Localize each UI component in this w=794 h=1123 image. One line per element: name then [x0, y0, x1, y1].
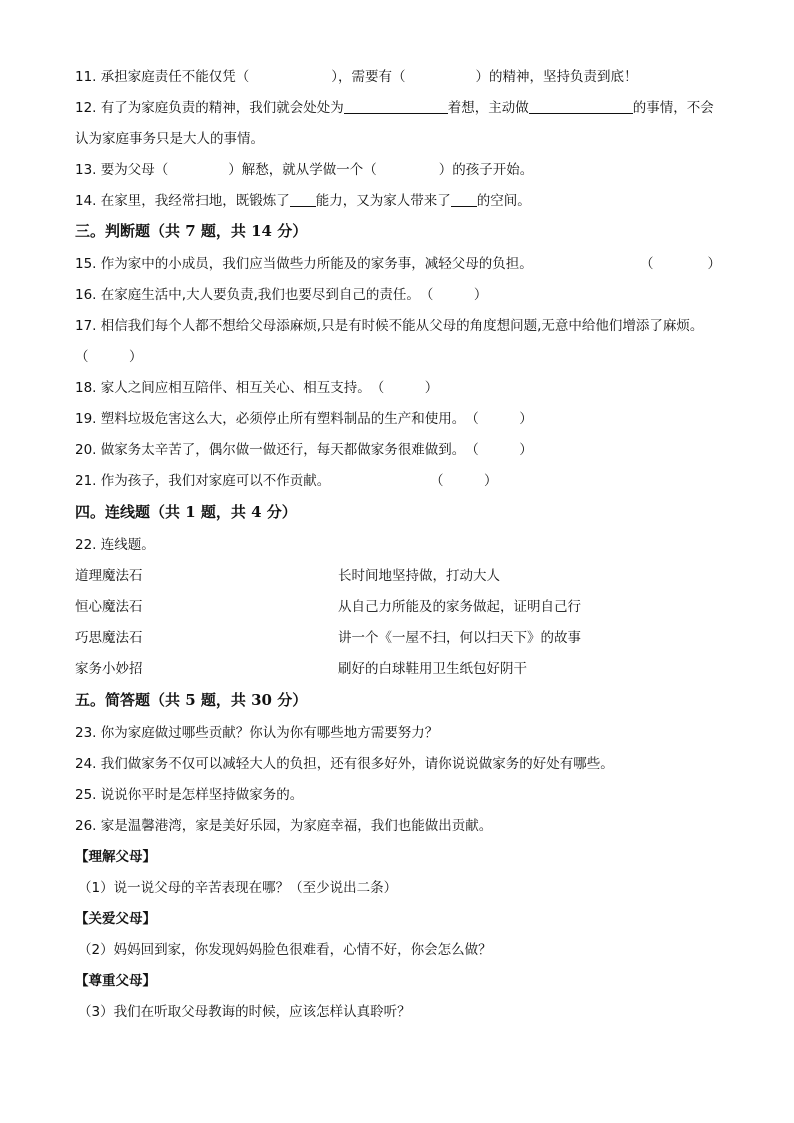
match-left-item[interactable]: 恒心魔法石: [75, 599, 143, 615]
fill-blank[interactable]: [529, 99, 633, 114]
question-26: 26. 家是温馨港湾，家是美好乐园，为家庭幸福，我们也能做出贡献。: [75, 818, 493, 834]
question-14: 14. 在家里，我经常扫地，既锻炼了 能力，又为家人带来了 的空间。: [75, 193, 531, 209]
answer-paren[interactable]: （ ）: [419, 287, 488, 303]
answer-paren[interactable]: （ ）: [430, 473, 498, 489]
match-left-item[interactable]: 道理魔法石: [75, 568, 143, 584]
question-18: 18. 家人之间应相互陪伴、相互关心、相互支持。（ ）: [75, 380, 439, 396]
match-left-item[interactable]: 家务小妙招: [75, 661, 143, 677]
fill-blank[interactable]: [344, 99, 448, 114]
question-16: 16. 在家庭生活中,大人要负责,我们也要尽到自己的责任。（ ）: [75, 287, 488, 303]
match-right-item[interactable]: 长时间地坚持做，打动大人: [338, 568, 500, 584]
match-left-item[interactable]: 巧思魔法石: [75, 630, 143, 646]
match-right-item[interactable]: 讲一个《一屋不扫，何以扫天下》的故事: [338, 630, 581, 646]
question-17: 17. 相信我们每个人都不想给父母添麻烦,只是有时候不能从父母的角度想问题,无意中给他们增添了麻烦。: [75, 318, 704, 334]
question-24: 24. 我们做家务不仅可以减轻大人的负担，还有很多好外，请你说说做家务的好处有哪些。: [75, 756, 614, 772]
fill-blank[interactable]: [290, 192, 316, 207]
sub-question-3: （3）我们在听取父母教诲的时候，应该怎样认真聆听？: [78, 1004, 411, 1020]
answer-paren[interactable]: （ ）: [75, 349, 143, 365]
sub-question-2: （2）妈妈回到家，你发现妈妈脸色很难看，心情不好，你会怎么做？: [78, 942, 492, 958]
match-right-item[interactable]: 刷好的白球鞋用卫生纸包好阴干: [338, 661, 527, 677]
answer-paren[interactable]: （ ）: [465, 442, 533, 458]
question-22: 22. 连线题。: [75, 537, 155, 553]
match-right-item[interactable]: 从自己力所能及的家务做起，证明自己行: [338, 599, 581, 615]
subsection-title: 【尊重父母】: [75, 973, 156, 989]
answer-paren[interactable]: （ ）: [465, 411, 533, 427]
question-20: 20. 做家务太辛苦了，偶尔做一做还行，每天都做家务很难做到。（ ）: [75, 442, 533, 458]
question-15: 15. 作为家中的小成员，我们应当做些力所能及的家务事，减轻父母的负担。: [75, 256, 533, 272]
question-21: 21. 作为孩子，我们对家庭可以不作贡献。: [75, 473, 331, 489]
sub-question-1: （1）说一说父母的辛苦表现在哪？（至少说出二条）: [78, 880, 398, 896]
question-23: 23. 你为家庭做过哪些贡献？你认为你有哪些地方需要努力？: [75, 725, 439, 741]
question-12: 12. 有了为家庭负责的精神，我们就会处处为 着想，主动做 的事情，不会: [75, 100, 714, 116]
question-number: 13.: [75, 162, 97, 178]
subsection-title: 【关爱父母】: [75, 911, 156, 927]
question-number: 14.: [75, 193, 97, 209]
section-heading-matching: 四。连线题（共 1 题，共 4 分）: [75, 503, 297, 521]
question-25: 25. 说说你平时是怎样坚持做家务的。: [75, 787, 304, 803]
fill-blank[interactable]: [451, 192, 477, 207]
question-11: 11. 承担家庭责任不能仅凭（ ），需要有（ ）的精神，坚持负责到底！: [75, 69, 638, 85]
question-number: 11.: [75, 69, 97, 85]
question-19: 19. 塑料垃圾危害这么大，必须停止所有塑料制品的生产和使用。（ ）: [75, 411, 533, 427]
question-12-line2: 认为家庭事务只是大人的事情。: [75, 131, 264, 147]
section-heading-short-answer: 五。简答题（共 5 题，共 30 分）: [75, 691, 308, 709]
question-number: 12.: [75, 100, 97, 116]
answer-paren[interactable]: （ ）: [370, 380, 439, 396]
question-13: 13. 要为父母（ ）解愁，就从学做一个（ ）的孩子开始。: [75, 162, 534, 178]
section-heading-judgement: 三。判断题（共 7 题，共 14 分）: [75, 222, 308, 240]
subsection-title: 【理解父母】: [75, 849, 156, 865]
answer-paren[interactable]: （ ）: [640, 256, 721, 272]
